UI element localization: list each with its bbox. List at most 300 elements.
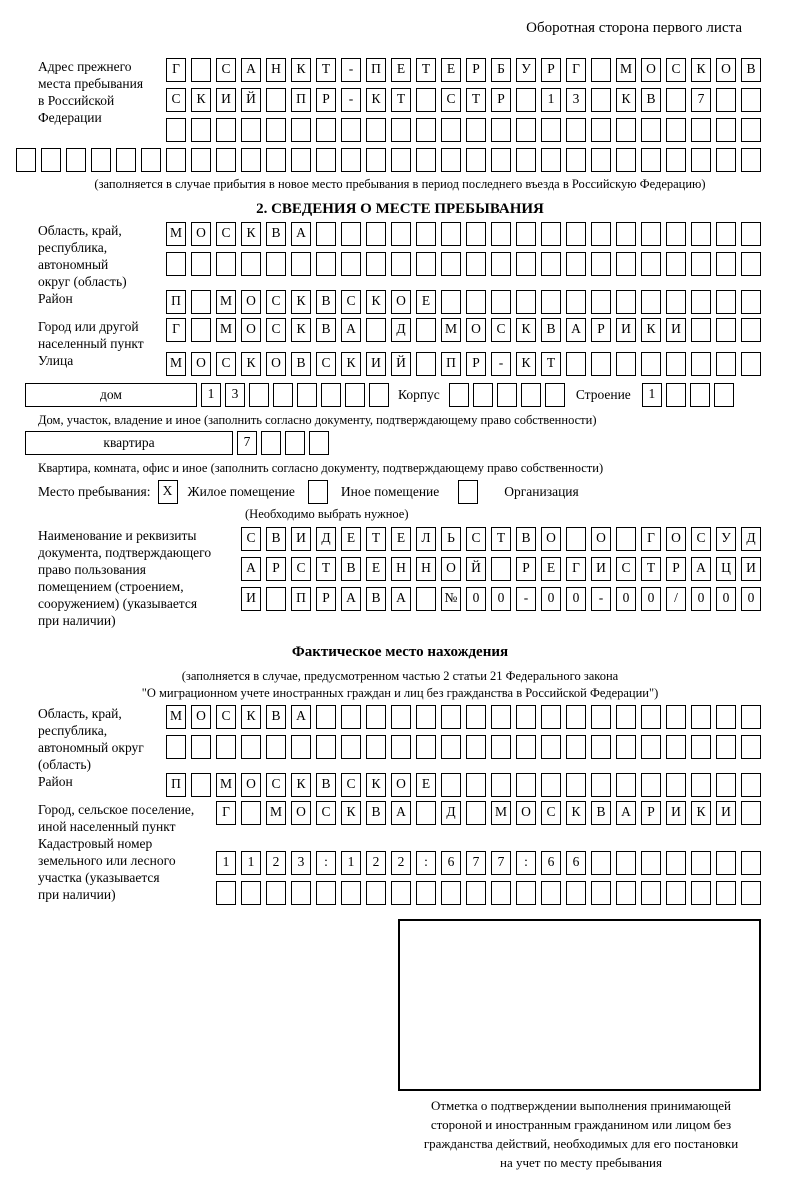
char-box <box>466 773 486 797</box>
char-box <box>216 118 236 142</box>
district-field <box>0 290 800 314</box>
stay-type-note: (Необходимо выбрать нужное) <box>245 507 409 521</box>
char-box: 1 <box>241 851 261 875</box>
char-box <box>616 352 636 376</box>
cadastral-label: Кадастровый номер земельного или лесного участка (указывается при наличии) <box>38 836 176 902</box>
char-box: М <box>266 801 286 825</box>
char-box <box>666 252 686 276</box>
stay-checkbox-residential: Х <box>158 480 178 504</box>
char-box <box>366 222 386 246</box>
char-box: С <box>491 318 511 342</box>
char-box: Г <box>566 58 586 82</box>
char-box <box>116 148 136 172</box>
char-box <box>591 352 611 376</box>
char-box <box>541 290 561 314</box>
char-box <box>366 318 386 342</box>
char-box <box>241 801 261 825</box>
char-box: У <box>716 527 736 551</box>
char-box: П <box>291 587 311 611</box>
char-box <box>691 318 711 342</box>
char-box: В <box>266 527 286 551</box>
char-box: И <box>716 801 736 825</box>
document-field <box>0 527 800 629</box>
char-box <box>266 148 286 172</box>
char-box <box>341 148 361 172</box>
char-box <box>216 735 236 759</box>
char-box: В <box>316 318 336 342</box>
char-box: В <box>516 527 536 551</box>
char-box: Р <box>491 88 511 112</box>
char-box <box>591 290 611 314</box>
char-box <box>591 773 611 797</box>
confirmation-stamp-box <box>398 919 761 1091</box>
char-box: О <box>241 773 261 797</box>
char-box <box>741 773 761 797</box>
char-box <box>366 118 386 142</box>
char-box <box>716 881 736 905</box>
char-grid-row <box>166 252 761 276</box>
char-box <box>391 222 411 246</box>
char-box <box>641 735 661 759</box>
char-box: В <box>641 88 661 112</box>
char-box: О <box>391 290 411 314</box>
char-box: Ц <box>716 557 736 581</box>
char-box <box>741 252 761 276</box>
char-box <box>441 735 461 759</box>
char-box <box>316 148 336 172</box>
char-box <box>416 88 436 112</box>
char-box <box>466 881 486 905</box>
char-box: С <box>266 290 286 314</box>
char-box: О <box>516 801 536 825</box>
char-box: К <box>291 318 311 342</box>
char-box <box>191 118 211 142</box>
char-box <box>566 527 586 551</box>
char-box <box>516 118 536 142</box>
char-box <box>666 222 686 246</box>
korpus-label: Корпус <box>398 387 440 402</box>
char-box <box>741 801 761 825</box>
char-box <box>366 705 386 729</box>
char-box <box>345 383 365 407</box>
char-box <box>641 148 661 172</box>
char-box <box>591 88 611 112</box>
char-box: И <box>666 318 686 342</box>
char-box: С <box>316 352 336 376</box>
char-box: : <box>316 851 336 875</box>
char-box: С <box>166 88 186 112</box>
char-box: О <box>191 705 211 729</box>
char-box: С <box>266 318 286 342</box>
char-box: И <box>616 318 636 342</box>
char-box <box>266 88 286 112</box>
char-grid-row <box>241 557 761 581</box>
char-box <box>641 118 661 142</box>
char-box: О <box>391 773 411 797</box>
char-box <box>491 773 511 797</box>
char-box: 6 <box>441 851 461 875</box>
char-box: Е <box>391 58 411 82</box>
char-box <box>516 881 536 905</box>
char-box <box>616 252 636 276</box>
char-box: А <box>691 557 711 581</box>
char-box: С <box>341 290 361 314</box>
char-box <box>321 383 341 407</box>
char-box <box>591 252 611 276</box>
char-box: Е <box>416 773 436 797</box>
char-box <box>416 735 436 759</box>
confirmation-note: Отметка о подтверждении выполнения принимающей стороной и иностранным гражданином или лицом без гражданства действий, необходимых для его постановки на учет по месту пребывания <box>423 1098 739 1170</box>
char-box <box>566 290 586 314</box>
char-box: - <box>591 587 611 611</box>
char-box: П <box>291 88 311 112</box>
char-box <box>266 118 286 142</box>
char-box: Р <box>641 801 661 825</box>
char-box: Р <box>666 557 686 581</box>
char-box: Т <box>491 527 511 551</box>
char-box <box>466 222 486 246</box>
char-box: С <box>466 527 486 551</box>
char-box <box>416 318 436 342</box>
char-box: О <box>266 352 286 376</box>
char-box <box>491 222 511 246</box>
char-box <box>291 735 311 759</box>
char-grid-row <box>241 587 761 611</box>
confirmation-block <box>398 919 764 1172</box>
stay-option-organization-label: Организация <box>504 484 579 499</box>
char-box: 1 <box>642 383 662 407</box>
house-note: Дом, участок, владение и иное (заполнить согласно документу, подтверждающему право собственности) <box>38 413 597 427</box>
char-box: Р <box>466 58 486 82</box>
char-box <box>641 773 661 797</box>
char-box <box>541 735 561 759</box>
char-box: М <box>216 318 236 342</box>
char-box: Т <box>391 88 411 112</box>
char-box <box>416 801 436 825</box>
char-box: В <box>316 773 336 797</box>
char-box <box>241 148 261 172</box>
char-box: О <box>241 318 261 342</box>
char-box <box>366 148 386 172</box>
char-box: К <box>341 352 361 376</box>
char-box <box>716 318 736 342</box>
char-box <box>566 222 586 246</box>
char-box: Т <box>316 58 336 82</box>
char-box: В <box>316 290 336 314</box>
char-box <box>716 222 736 246</box>
char-box: : <box>516 851 536 875</box>
char-box: 0 <box>566 587 586 611</box>
char-grid-row <box>216 881 761 905</box>
char-box: А <box>291 705 311 729</box>
char-box: К <box>366 773 386 797</box>
char-box <box>541 252 561 276</box>
char-box: А <box>241 58 261 82</box>
char-box: В <box>541 318 561 342</box>
char-box <box>716 148 736 172</box>
char-box <box>249 383 269 407</box>
char-box: 3 <box>566 88 586 112</box>
char-box <box>341 735 361 759</box>
char-box <box>266 252 286 276</box>
char-box <box>566 352 586 376</box>
char-box: - <box>341 58 361 82</box>
char-box <box>241 735 261 759</box>
page-header: Оборотная сторона первого листа <box>526 20 742 36</box>
char-box: 6 <box>566 851 586 875</box>
stay-option-other-label: Иное помещение <box>340 484 440 499</box>
char-box <box>741 118 761 142</box>
char-box: 2 <box>391 851 411 875</box>
char-box: 0 <box>466 587 486 611</box>
char-box <box>566 881 586 905</box>
char-box <box>641 252 661 276</box>
char-box <box>666 383 686 407</box>
char-box <box>491 252 511 276</box>
char-box: Р <box>591 318 611 342</box>
char-box: П <box>166 773 186 797</box>
char-box: С <box>316 801 336 825</box>
prev-address-grid <box>166 58 761 148</box>
char-box <box>691 290 711 314</box>
char-box <box>716 290 736 314</box>
char-box: А <box>566 318 586 342</box>
char-box <box>441 252 461 276</box>
char-box: Й <box>391 352 411 376</box>
char-box <box>691 352 711 376</box>
char-box <box>241 881 261 905</box>
char-box <box>591 58 611 82</box>
char-box <box>191 318 211 342</box>
char-box: Ь <box>441 527 461 551</box>
char-box <box>716 88 736 112</box>
char-box: В <box>266 705 286 729</box>
char-box <box>516 705 536 729</box>
char-box <box>691 222 711 246</box>
document-label: Наименование и реквизиты документа, подтверждающего право пользования помещением (строением, сооружением) (указывается при наличии) <box>38 528 212 628</box>
section2-title: 2. СВЕДЕНИЯ О МЕСТЕ ПРЕБЫВАНИЯ <box>256 201 544 217</box>
char-box: С <box>216 222 236 246</box>
char-box: 2 <box>366 851 386 875</box>
char-box <box>391 252 411 276</box>
char-box <box>441 773 461 797</box>
char-box <box>641 352 661 376</box>
char-box <box>166 118 186 142</box>
char-box: У <box>516 58 536 82</box>
char-box <box>641 222 661 246</box>
char-box: Е <box>416 290 436 314</box>
char-box: К <box>291 290 311 314</box>
char-box <box>366 252 386 276</box>
char-box <box>741 735 761 759</box>
char-box <box>616 773 636 797</box>
char-box: К <box>366 290 386 314</box>
char-box <box>716 735 736 759</box>
street-field <box>0 352 800 376</box>
char-box <box>273 383 293 407</box>
char-box <box>16 148 36 172</box>
char-grid-row <box>166 352 761 376</box>
char-box: В <box>366 587 386 611</box>
char-box <box>666 851 686 875</box>
char-box <box>666 881 686 905</box>
prev-address-label: Адрес прежнего места пребывания в Российской Федерации <box>38 59 144 125</box>
char-box <box>416 881 436 905</box>
char-box: И <box>741 557 761 581</box>
char-box: Й <box>241 88 261 112</box>
prev-address-field <box>0 58 800 148</box>
char-box <box>491 148 511 172</box>
district-label: Район <box>38 291 73 306</box>
region-field <box>0 222 800 290</box>
char-box <box>641 705 661 729</box>
char-box <box>416 352 436 376</box>
char-box <box>316 881 336 905</box>
char-grid-row <box>166 773 761 797</box>
char-box <box>466 735 486 759</box>
char-box <box>466 148 486 172</box>
char-box: Р <box>516 557 536 581</box>
char-box <box>466 290 486 314</box>
char-box <box>191 735 211 759</box>
apartment-row <box>25 431 800 455</box>
char-box: А <box>341 318 361 342</box>
char-box: В <box>741 58 761 82</box>
char-box: С <box>541 801 561 825</box>
char-box: А <box>291 222 311 246</box>
char-box: 1 <box>541 88 561 112</box>
char-box: / <box>666 587 686 611</box>
char-box: М <box>441 318 461 342</box>
char-box: Н <box>266 58 286 82</box>
char-box <box>666 290 686 314</box>
char-box <box>591 705 611 729</box>
char-box: Д <box>316 527 336 551</box>
char-box <box>391 881 411 905</box>
char-box: 1 <box>341 851 361 875</box>
char-box <box>266 881 286 905</box>
char-box <box>616 881 636 905</box>
char-grid-row <box>166 58 761 82</box>
char-grid-row-full <box>16 148 800 172</box>
char-box: Г <box>216 801 236 825</box>
char-box <box>716 705 736 729</box>
char-box: О <box>291 801 311 825</box>
char-box <box>341 881 361 905</box>
char-box <box>391 735 411 759</box>
char-box: К <box>241 705 261 729</box>
apartment-note: Квартира, комната, офис и иное (заполнить согласно документу, подтверждающему право собственности) <box>38 461 604 475</box>
char-box <box>591 735 611 759</box>
char-box <box>291 148 311 172</box>
char-box <box>741 705 761 729</box>
char-box: Е <box>541 557 561 581</box>
char-box: О <box>716 58 736 82</box>
char-box <box>341 118 361 142</box>
char-box: Н <box>416 557 436 581</box>
stay-option-residential-label: Жилое помещение <box>187 484 295 499</box>
char-box: Б <box>491 58 511 82</box>
char-box <box>716 352 736 376</box>
document-grid <box>241 527 761 617</box>
char-box: Н <box>391 557 411 581</box>
char-box <box>616 148 636 172</box>
char-box: В <box>341 557 361 581</box>
char-box <box>466 118 486 142</box>
char-box: Т <box>416 58 436 82</box>
char-box: Г <box>166 58 186 82</box>
char-box: 0 <box>691 587 711 611</box>
char-box <box>341 252 361 276</box>
char-box: С <box>216 352 236 376</box>
char-grid-row <box>216 851 761 875</box>
char-grid-row <box>237 431 329 455</box>
char-box <box>616 222 636 246</box>
char-box: С <box>291 557 311 581</box>
char-box: 0 <box>741 587 761 611</box>
char-box: 3 <box>291 851 311 875</box>
char-box <box>441 118 461 142</box>
char-box <box>691 735 711 759</box>
char-box: С <box>216 58 236 82</box>
char-box: К <box>691 58 711 82</box>
char-box <box>309 431 329 455</box>
char-box <box>666 148 686 172</box>
char-box: И <box>216 88 236 112</box>
char-box: И <box>241 587 261 611</box>
char-box <box>216 252 236 276</box>
char-box: Т <box>641 557 661 581</box>
char-box: М <box>166 352 186 376</box>
char-box <box>691 118 711 142</box>
char-box <box>566 252 586 276</box>
char-box <box>516 773 536 797</box>
char-box: С <box>441 88 461 112</box>
char-box: Г <box>641 527 661 551</box>
char-box <box>291 118 311 142</box>
char-box: Е <box>391 527 411 551</box>
char-box: Р <box>316 587 336 611</box>
char-box: - <box>341 88 361 112</box>
char-box: К <box>516 352 536 376</box>
char-box: Т <box>466 88 486 112</box>
char-box: 0 <box>541 587 561 611</box>
char-box: К <box>291 773 311 797</box>
char-box: К <box>641 318 661 342</box>
char-box <box>516 88 536 112</box>
char-box <box>441 881 461 905</box>
char-box <box>741 851 761 875</box>
char-box: С <box>216 705 236 729</box>
char-box <box>741 88 761 112</box>
char-box <box>541 118 561 142</box>
char-box <box>541 222 561 246</box>
char-box <box>441 148 461 172</box>
char-box <box>516 290 536 314</box>
char-box: Е <box>366 557 386 581</box>
char-box: М <box>491 801 511 825</box>
char-box <box>416 148 436 172</box>
char-box: М <box>616 58 636 82</box>
char-box <box>691 851 711 875</box>
char-box <box>714 383 734 407</box>
char-box: О <box>541 527 561 551</box>
char-box: И <box>591 557 611 581</box>
char-box <box>690 383 710 407</box>
char-box <box>491 735 511 759</box>
char-box <box>191 58 211 82</box>
char-box <box>297 383 317 407</box>
